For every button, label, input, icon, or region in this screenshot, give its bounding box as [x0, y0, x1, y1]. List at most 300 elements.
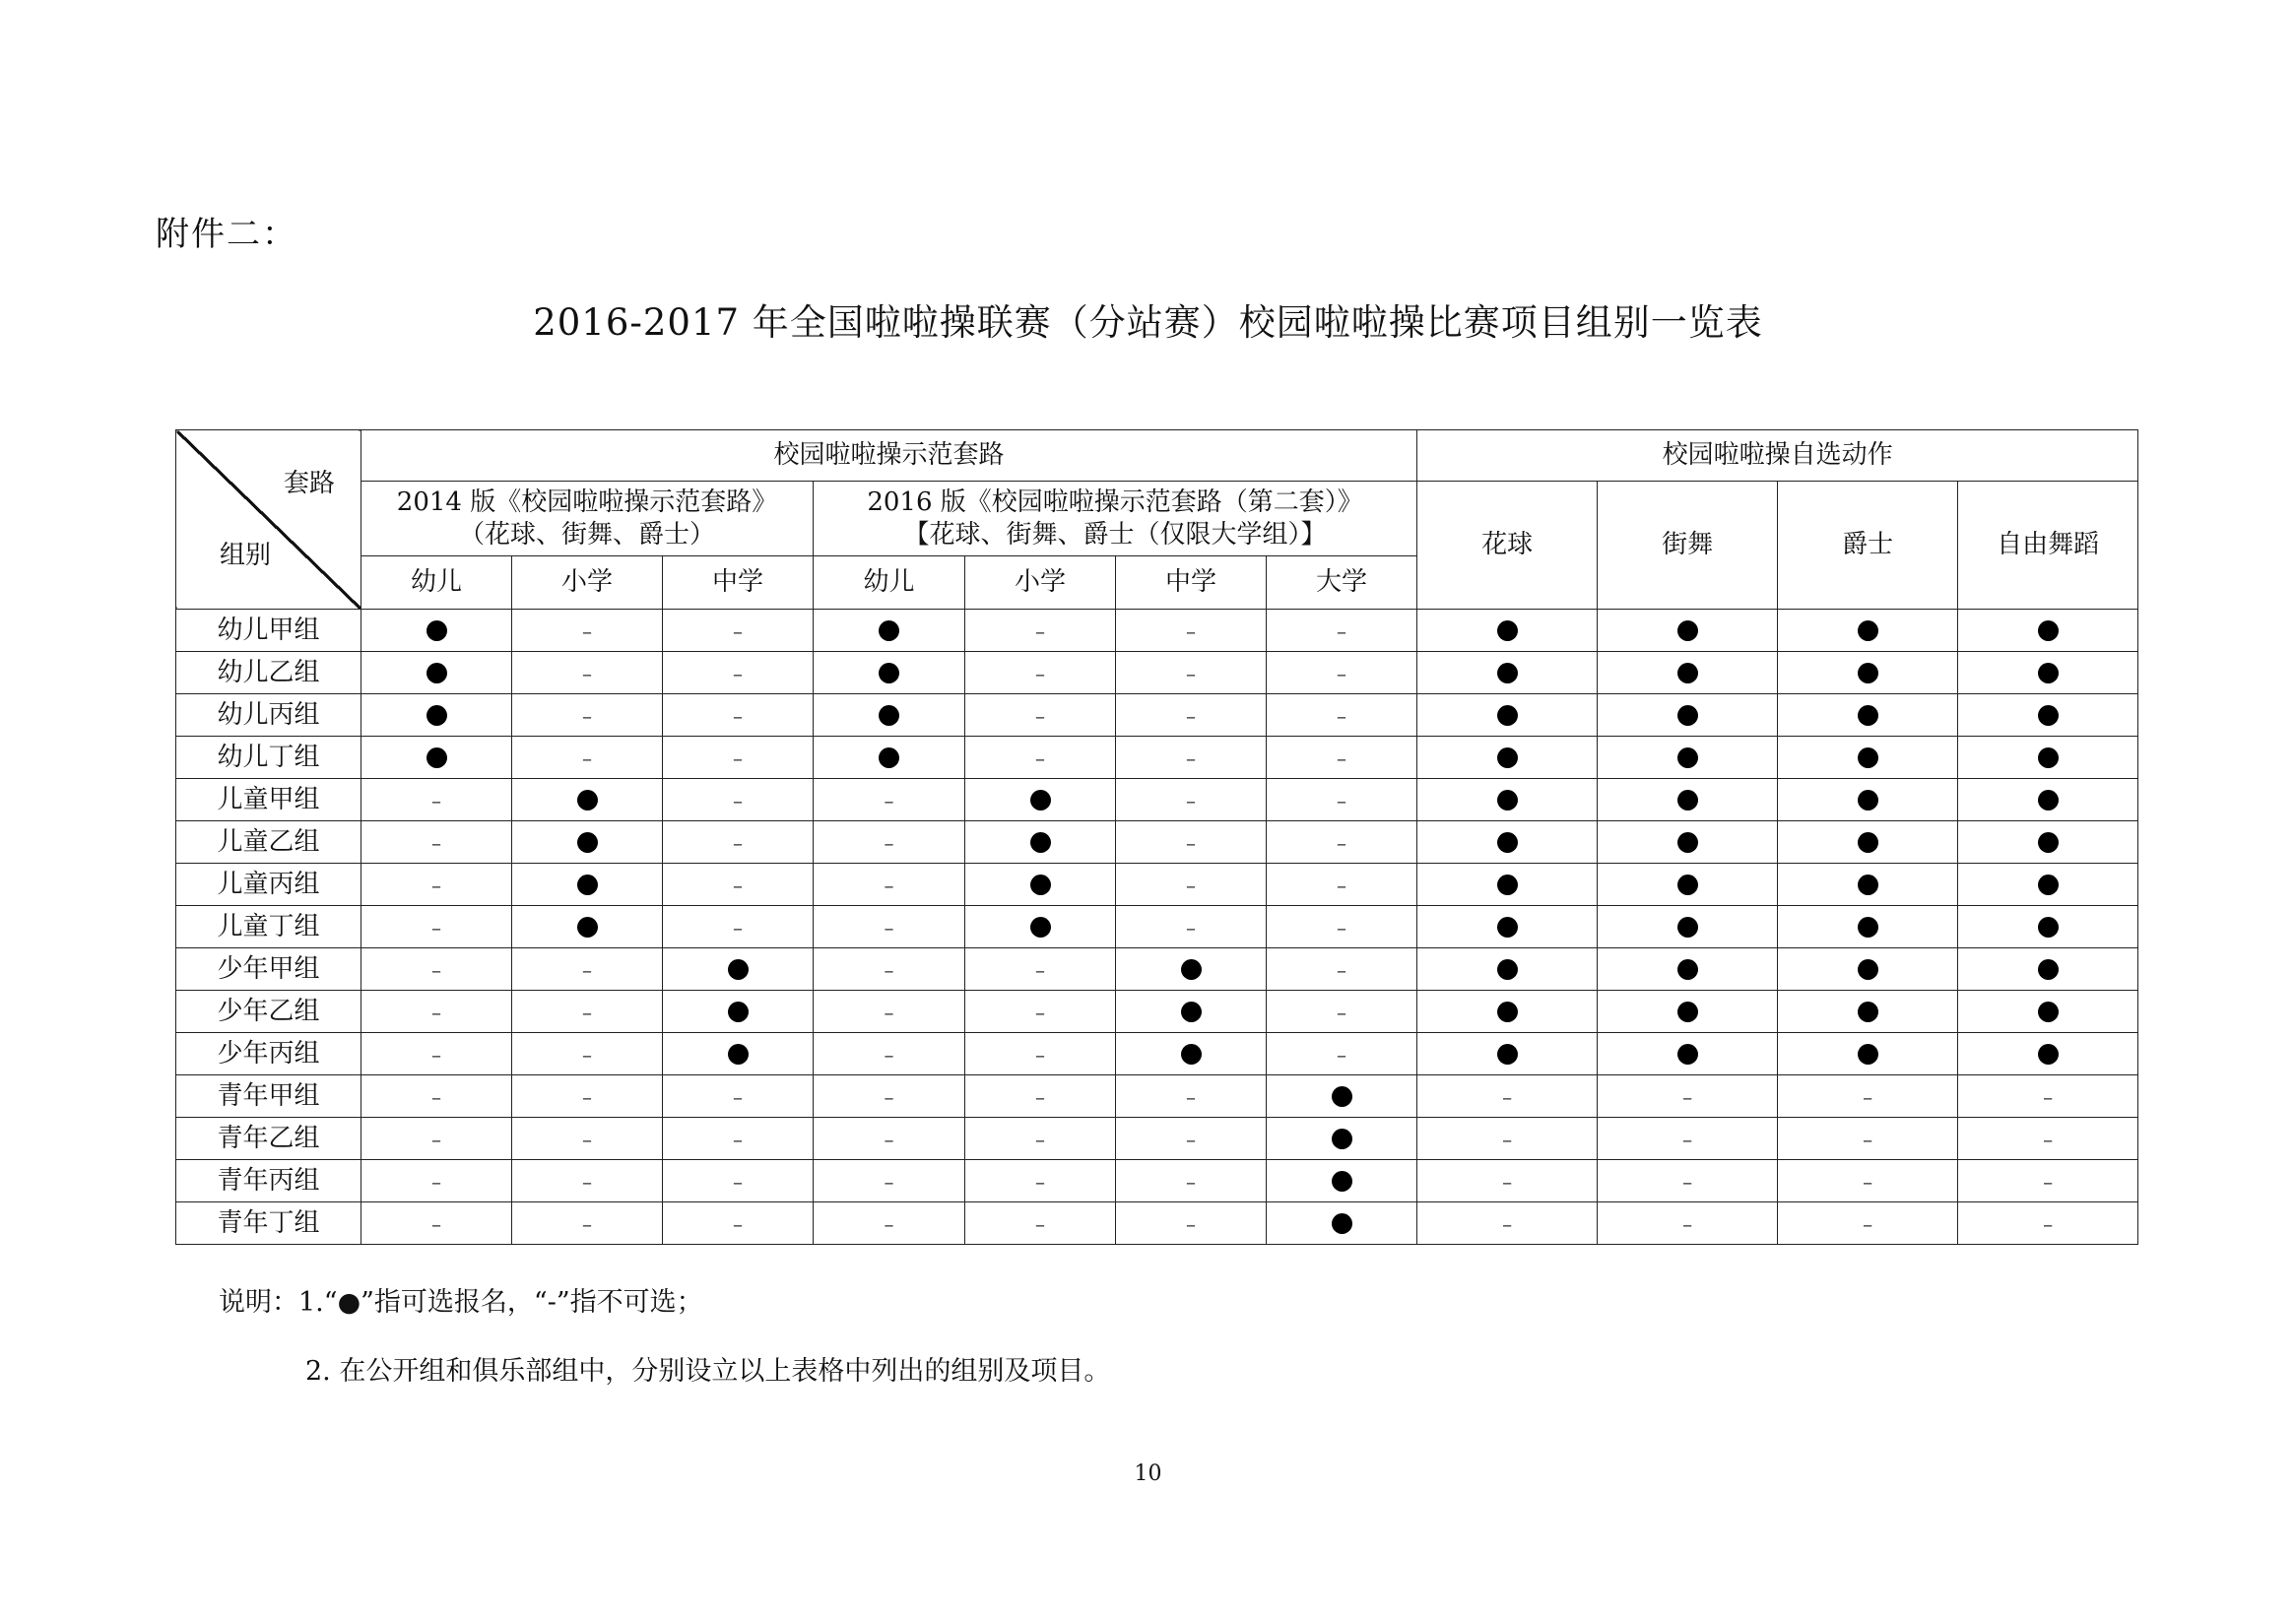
cell-selectable [1778, 864, 1958, 906]
filled-dot-icon [728, 959, 749, 980]
cell-selectable [1958, 652, 2138, 694]
filled-dot-icon [1677, 705, 1698, 726]
cell-not-selectable [663, 864, 814, 906]
row-group-name: 幼儿甲组 [176, 610, 361, 652]
dash-mark: – [431, 915, 441, 940]
cell-selectable [663, 948, 814, 991]
cell-not-selectable [1267, 821, 1417, 864]
cell-not-selectable [1267, 906, 1417, 948]
cell-not-selectable [512, 610, 663, 652]
row-group-name: 幼儿乙组 [176, 652, 361, 694]
dash-mark: – [884, 1084, 894, 1109]
cell-selectable [1116, 1033, 1267, 1075]
cell-not-selectable [1778, 1202, 1958, 1245]
cell-not-selectable [965, 652, 1116, 694]
cell-not-selectable [965, 1160, 1116, 1202]
cell-not-selectable [361, 1033, 512, 1075]
cell-selectable [1417, 694, 1598, 737]
col-header-2014: 小学 [512, 556, 663, 610]
filled-dot-icon [728, 1002, 749, 1022]
cell-not-selectable [1116, 1202, 1267, 1245]
corner-label-routine: 套路 [283, 469, 335, 498]
cell-selectable [1778, 694, 1958, 737]
row-group-name: 青年丙组 [176, 1160, 361, 1202]
cell-not-selectable [361, 821, 512, 864]
cell-not-selectable [814, 1033, 965, 1075]
header-2016-line1: 2016 版《校园啦啦操示范套路（第二套）》 [867, 487, 1363, 517]
cell-selectable [1598, 779, 1778, 821]
dash-mark: – [884, 1127, 894, 1151]
filled-dot-icon [1497, 747, 1518, 768]
cell-selectable [1598, 1033, 1778, 1075]
cell-not-selectable [512, 1160, 663, 1202]
col-header-free: 自由舞蹈 [1958, 482, 2138, 610]
filled-dot-icon [1858, 620, 1878, 641]
cell-not-selectable [1116, 610, 1267, 652]
cell-selectable [1417, 779, 1598, 821]
dash-mark: – [1337, 957, 1347, 982]
dash-mark: – [884, 1042, 894, 1067]
cell-selectable [512, 779, 663, 821]
filled-dot-icon [2038, 959, 2059, 980]
filled-dot-icon [1858, 1044, 1878, 1065]
cell-not-selectable [663, 610, 814, 652]
dash-mark: – [431, 1084, 441, 1109]
dash-mark: – [884, 915, 894, 940]
dash-mark: – [1035, 1211, 1045, 1236]
filled-dot-icon [1677, 959, 1698, 980]
dash-mark: – [1035, 703, 1045, 728]
header-2016-line2: 【花球、街舞、爵士（仅限大学组）】 [903, 519, 1327, 550]
cell-not-selectable [814, 1160, 965, 1202]
filled-dot-icon [1858, 1002, 1878, 1022]
filled-dot-icon [1332, 1213, 1352, 1234]
cell-not-selectable [965, 948, 1116, 991]
dash-mark: – [1186, 830, 1196, 855]
dash-mark: – [431, 830, 441, 855]
row-group-name: 幼儿丙组 [176, 694, 361, 737]
filled-dot-icon [2038, 705, 2059, 726]
filled-dot-icon [426, 705, 447, 726]
filled-dot-icon [2038, 620, 2059, 641]
filled-dot-icon [1677, 875, 1698, 895]
row-group-name: 青年甲组 [176, 1075, 361, 1118]
filled-dot-icon [879, 747, 899, 768]
dash-mark: – [884, 873, 894, 897]
cell-not-selectable [1116, 821, 1267, 864]
dash-mark: – [1337, 703, 1347, 728]
cell-not-selectable [1417, 1202, 1598, 1245]
table-row [176, 779, 2138, 821]
filled-dot-icon [1030, 832, 1051, 853]
cell-not-selectable [965, 1033, 1116, 1075]
dash-mark: – [733, 1169, 743, 1194]
cell-not-selectable [663, 821, 814, 864]
cell-selectable [1958, 610, 2138, 652]
filled-dot-icon [1030, 875, 1051, 895]
cell-selectable [814, 610, 965, 652]
filled-dot-icon [1677, 1044, 1698, 1065]
table-row [176, 864, 2138, 906]
cell-selectable [361, 610, 512, 652]
dash-mark: – [431, 1127, 441, 1151]
filled-dot-icon [1858, 705, 1878, 726]
dash-mark: – [1682, 1211, 1693, 1236]
dash-mark: – [733, 618, 743, 643]
row-group-name: 少年丙组 [176, 1033, 361, 1075]
cell-selectable [1958, 737, 2138, 779]
cell-not-selectable [361, 779, 512, 821]
filled-dot-icon [1332, 1171, 1352, 1192]
cell-not-selectable [965, 694, 1116, 737]
cell-not-selectable [814, 991, 965, 1033]
filled-dot-icon [1030, 917, 1051, 938]
dash-mark: – [1035, 661, 1045, 685]
col-header-2016: 小学 [965, 556, 1116, 610]
header-2014-edition [361, 482, 814, 556]
dash-mark: – [884, 1211, 894, 1236]
cell-not-selectable [512, 991, 663, 1033]
dash-mark: – [431, 1169, 441, 1194]
dash-mark: – [582, 661, 592, 685]
filled-dot-icon [1181, 959, 1202, 980]
cell-selectable [512, 906, 663, 948]
cell-not-selectable [361, 906, 512, 948]
cell-not-selectable [814, 821, 965, 864]
row-group-name: 少年乙组 [176, 991, 361, 1033]
cell-not-selectable [1116, 779, 1267, 821]
dash-mark: – [1337, 618, 1347, 643]
cell-not-selectable [663, 1075, 814, 1118]
dash-mark: – [733, 703, 743, 728]
cell-not-selectable [512, 737, 663, 779]
cell-selectable [1778, 652, 1958, 694]
cell-not-selectable [1598, 1118, 1778, 1160]
filled-dot-icon [1677, 1002, 1698, 1022]
dash-mark: – [884, 1000, 894, 1024]
filled-dot-icon [1497, 1002, 1518, 1022]
filled-dot-icon [1858, 959, 1878, 980]
dash-mark: – [884, 788, 894, 812]
row-group-name: 幼儿丁组 [176, 737, 361, 779]
cell-selectable [1958, 821, 2138, 864]
cell-selectable [1778, 779, 1958, 821]
cell-not-selectable [814, 948, 965, 991]
cell-not-selectable [1267, 948, 1417, 991]
dash-mark: – [1337, 746, 1347, 770]
event-group-table [175, 429, 2138, 1245]
dash-mark: – [1502, 1169, 1513, 1194]
dash-mark: – [1863, 1084, 1873, 1109]
filled-dot-icon [1181, 1002, 1202, 1022]
cell-not-selectable [814, 779, 965, 821]
cell-not-selectable [1598, 1075, 1778, 1118]
cell-not-selectable [1267, 1033, 1417, 1075]
dash-mark: – [733, 1084, 743, 1109]
cell-selectable [1598, 652, 1778, 694]
filled-dot-icon [1858, 875, 1878, 895]
dash-mark: – [733, 661, 743, 685]
cell-not-selectable [1417, 1075, 1598, 1118]
cell-not-selectable [512, 652, 663, 694]
cell-not-selectable [512, 694, 663, 737]
cell-selectable [1598, 948, 1778, 991]
cell-not-selectable [1778, 1160, 1958, 1202]
cell-selectable [1116, 991, 1267, 1033]
cell-selectable [1598, 991, 1778, 1033]
cell-not-selectable [512, 1118, 663, 1160]
cell-not-selectable [361, 1160, 512, 1202]
filled-dot-icon [879, 705, 899, 726]
cell-selectable [1417, 652, 1598, 694]
dash-mark: – [733, 873, 743, 897]
filled-dot-icon [577, 790, 598, 810]
cell-not-selectable [512, 1202, 663, 1245]
cell-not-selectable [663, 779, 814, 821]
cell-not-selectable [965, 991, 1116, 1033]
filled-dot-icon [577, 875, 598, 895]
table-row [176, 1202, 2138, 1245]
filled-dot-icon [2038, 1044, 2059, 1065]
cell-not-selectable [1958, 1118, 2138, 1160]
dash-mark: – [1186, 661, 1196, 685]
cell-not-selectable [512, 1033, 663, 1075]
cell-selectable [1598, 821, 1778, 864]
cell-not-selectable [1116, 1075, 1267, 1118]
dash-mark: – [1035, 618, 1045, 643]
dash-mark: – [1337, 915, 1347, 940]
cell-selectable [1417, 1033, 1598, 1075]
dash-mark: – [1502, 1084, 1513, 1109]
cell-not-selectable [1778, 1075, 1958, 1118]
dash-mark: – [1337, 661, 1347, 685]
dash-mark: – [1035, 1000, 1045, 1024]
cell-selectable [1598, 864, 1778, 906]
table-row [176, 694, 2138, 737]
cell-not-selectable [814, 864, 965, 906]
filled-dot-icon [1858, 790, 1878, 810]
table-row [176, 652, 2138, 694]
filled-dot-icon [1497, 663, 1518, 683]
filled-dot-icon [1677, 832, 1698, 853]
dash-mark: – [1186, 746, 1196, 770]
dash-mark: – [1337, 1042, 1347, 1067]
cell-selectable [1778, 991, 1958, 1033]
cell-not-selectable [965, 610, 1116, 652]
cell-not-selectable [1267, 652, 1417, 694]
cell-selectable [965, 864, 1116, 906]
dash-mark: – [2043, 1084, 2054, 1109]
dash-mark: – [1186, 915, 1196, 940]
cell-selectable [1778, 821, 1958, 864]
dash-mark: – [582, 1169, 592, 1194]
cell-not-selectable [1417, 1118, 1598, 1160]
cell-not-selectable [663, 694, 814, 737]
cell-selectable [1778, 948, 1958, 991]
filled-dot-icon [1677, 917, 1698, 938]
dash-mark: – [733, 1127, 743, 1151]
dash-mark: – [1186, 618, 1196, 643]
cell-selectable [965, 779, 1116, 821]
cell-selectable [1958, 864, 2138, 906]
dash-mark: – [2043, 1211, 2054, 1236]
filled-dot-icon [1858, 832, 1878, 853]
cell-selectable [1417, 906, 1598, 948]
dash-mark: – [1186, 788, 1196, 812]
cell-not-selectable [1116, 737, 1267, 779]
cell-not-selectable [965, 737, 1116, 779]
dash-mark: – [431, 1042, 441, 1067]
dash-mark: – [431, 1211, 441, 1236]
cell-not-selectable [1598, 1160, 1778, 1202]
cell-not-selectable [361, 948, 512, 991]
cell-not-selectable [814, 1118, 965, 1160]
header-2016-edition [814, 482, 1417, 556]
note-line-2: 2. 在公开组和俱乐部组中，分别设立以上表格中列出的组别及项目。 [305, 1356, 1111, 1387]
cell-not-selectable [1417, 1160, 1598, 1202]
filled-dot-icon [1332, 1129, 1352, 1149]
cell-not-selectable [1598, 1202, 1778, 1245]
cell-selectable [1267, 1118, 1417, 1160]
dash-mark: – [582, 1084, 592, 1109]
dash-mark: – [884, 1169, 894, 1194]
cell-selectable [1417, 821, 1598, 864]
cell-not-selectable [1116, 652, 1267, 694]
filled-dot-icon [1030, 790, 1051, 810]
cell-selectable [1958, 991, 2138, 1033]
dash-mark: – [1337, 788, 1347, 812]
header-free-choreography: 校园啦啦操自选动作 [1417, 430, 2138, 482]
row-group-name: 儿童丁组 [176, 906, 361, 948]
filled-dot-icon [577, 832, 598, 853]
cell-not-selectable [1116, 1118, 1267, 1160]
cell-selectable [1417, 737, 1598, 779]
cell-selectable [814, 694, 965, 737]
cell-selectable [1958, 1033, 2138, 1075]
dash-mark: – [1186, 1127, 1196, 1151]
filled-dot-icon [1677, 663, 1698, 683]
dash-mark: – [1502, 1127, 1513, 1151]
cell-selectable [512, 821, 663, 864]
table-row [176, 1160, 2138, 1202]
filled-dot-icon [1497, 790, 1518, 810]
col-header-free: 花球 [1417, 482, 1598, 610]
cell-selectable [1778, 737, 1958, 779]
cell-not-selectable [361, 1202, 512, 1245]
table-row [176, 948, 2138, 991]
row-group-name: 儿童乙组 [176, 821, 361, 864]
dash-mark: – [1035, 957, 1045, 982]
dash-mark: – [1502, 1211, 1513, 1236]
cell-selectable [361, 694, 512, 737]
corner-header-cell [176, 430, 361, 610]
cell-not-selectable [663, 1118, 814, 1160]
dash-mark: – [431, 873, 441, 897]
cell-selectable [1958, 948, 2138, 991]
filled-dot-icon [879, 620, 899, 641]
dash-mark: – [733, 746, 743, 770]
table-row [176, 1075, 2138, 1118]
cell-selectable [512, 864, 663, 906]
filled-dot-icon [1497, 1044, 1518, 1065]
cell-not-selectable [1958, 1202, 2138, 1245]
row-group-name: 青年乙组 [176, 1118, 361, 1160]
filled-dot-icon [1497, 620, 1518, 641]
dash-mark: – [582, 1042, 592, 1067]
header-demo-routines: 校园啦啦操示范套路 [361, 430, 1417, 482]
dash-mark: – [2043, 1127, 2054, 1151]
dash-mark: – [1863, 1211, 1873, 1236]
dash-mark: – [582, 746, 592, 770]
dash-mark: – [1186, 873, 1196, 897]
cell-not-selectable [814, 1202, 965, 1245]
filled-dot-icon [728, 1044, 749, 1065]
cell-selectable [1778, 610, 1958, 652]
filled-dot-icon [1497, 959, 1518, 980]
dash-mark: – [1682, 1084, 1693, 1109]
dash-mark: – [2043, 1169, 2054, 1194]
dash-mark: – [884, 957, 894, 982]
cell-selectable [663, 1033, 814, 1075]
cell-not-selectable [1958, 1075, 2138, 1118]
cell-selectable [1598, 610, 1778, 652]
dash-mark: – [582, 1000, 592, 1024]
filled-dot-icon [2038, 875, 2059, 895]
filled-dot-icon [1677, 747, 1698, 768]
dash-mark: – [582, 703, 592, 728]
cell-selectable [1598, 737, 1778, 779]
cell-selectable [1778, 906, 1958, 948]
cell-not-selectable [663, 906, 814, 948]
dash-mark: – [431, 788, 441, 812]
cell-selectable [1267, 1160, 1417, 1202]
filled-dot-icon [879, 663, 899, 683]
cell-not-selectable [814, 1075, 965, 1118]
dash-mark: – [1337, 1000, 1347, 1024]
cell-selectable [1958, 694, 2138, 737]
col-header-free: 街舞 [1598, 482, 1778, 610]
cell-selectable [1116, 948, 1267, 991]
header-2014-line1: 2014 版《校园啦啦操示范套路》 [396, 487, 778, 517]
table-row [176, 821, 2138, 864]
cell-not-selectable [814, 906, 965, 948]
cell-selectable [1598, 694, 1778, 737]
filled-dot-icon [426, 620, 447, 641]
table-row [176, 737, 2138, 779]
corner-label-group: 组别 [220, 540, 272, 570]
row-group-name: 少年甲组 [176, 948, 361, 991]
cell-selectable [965, 906, 1116, 948]
cell-selectable [1417, 864, 1598, 906]
filled-dot-icon [1677, 790, 1698, 810]
cell-selectable [1778, 1033, 1958, 1075]
cell-not-selectable [1267, 737, 1417, 779]
dash-mark: – [733, 830, 743, 855]
filled-dot-icon [426, 747, 447, 768]
filled-dot-icon [1332, 1086, 1352, 1107]
cell-selectable [965, 821, 1116, 864]
cell-not-selectable [361, 864, 512, 906]
table-body [176, 610, 2138, 1245]
cell-not-selectable [965, 1118, 1116, 1160]
dash-mark: – [733, 915, 743, 940]
table-row [176, 1118, 2138, 1160]
dash-mark: – [1186, 1084, 1196, 1109]
dash-mark: – [1035, 1042, 1045, 1067]
filled-dot-icon [2038, 747, 2059, 768]
cell-not-selectable [1778, 1118, 1958, 1160]
filled-dot-icon [1858, 747, 1878, 768]
